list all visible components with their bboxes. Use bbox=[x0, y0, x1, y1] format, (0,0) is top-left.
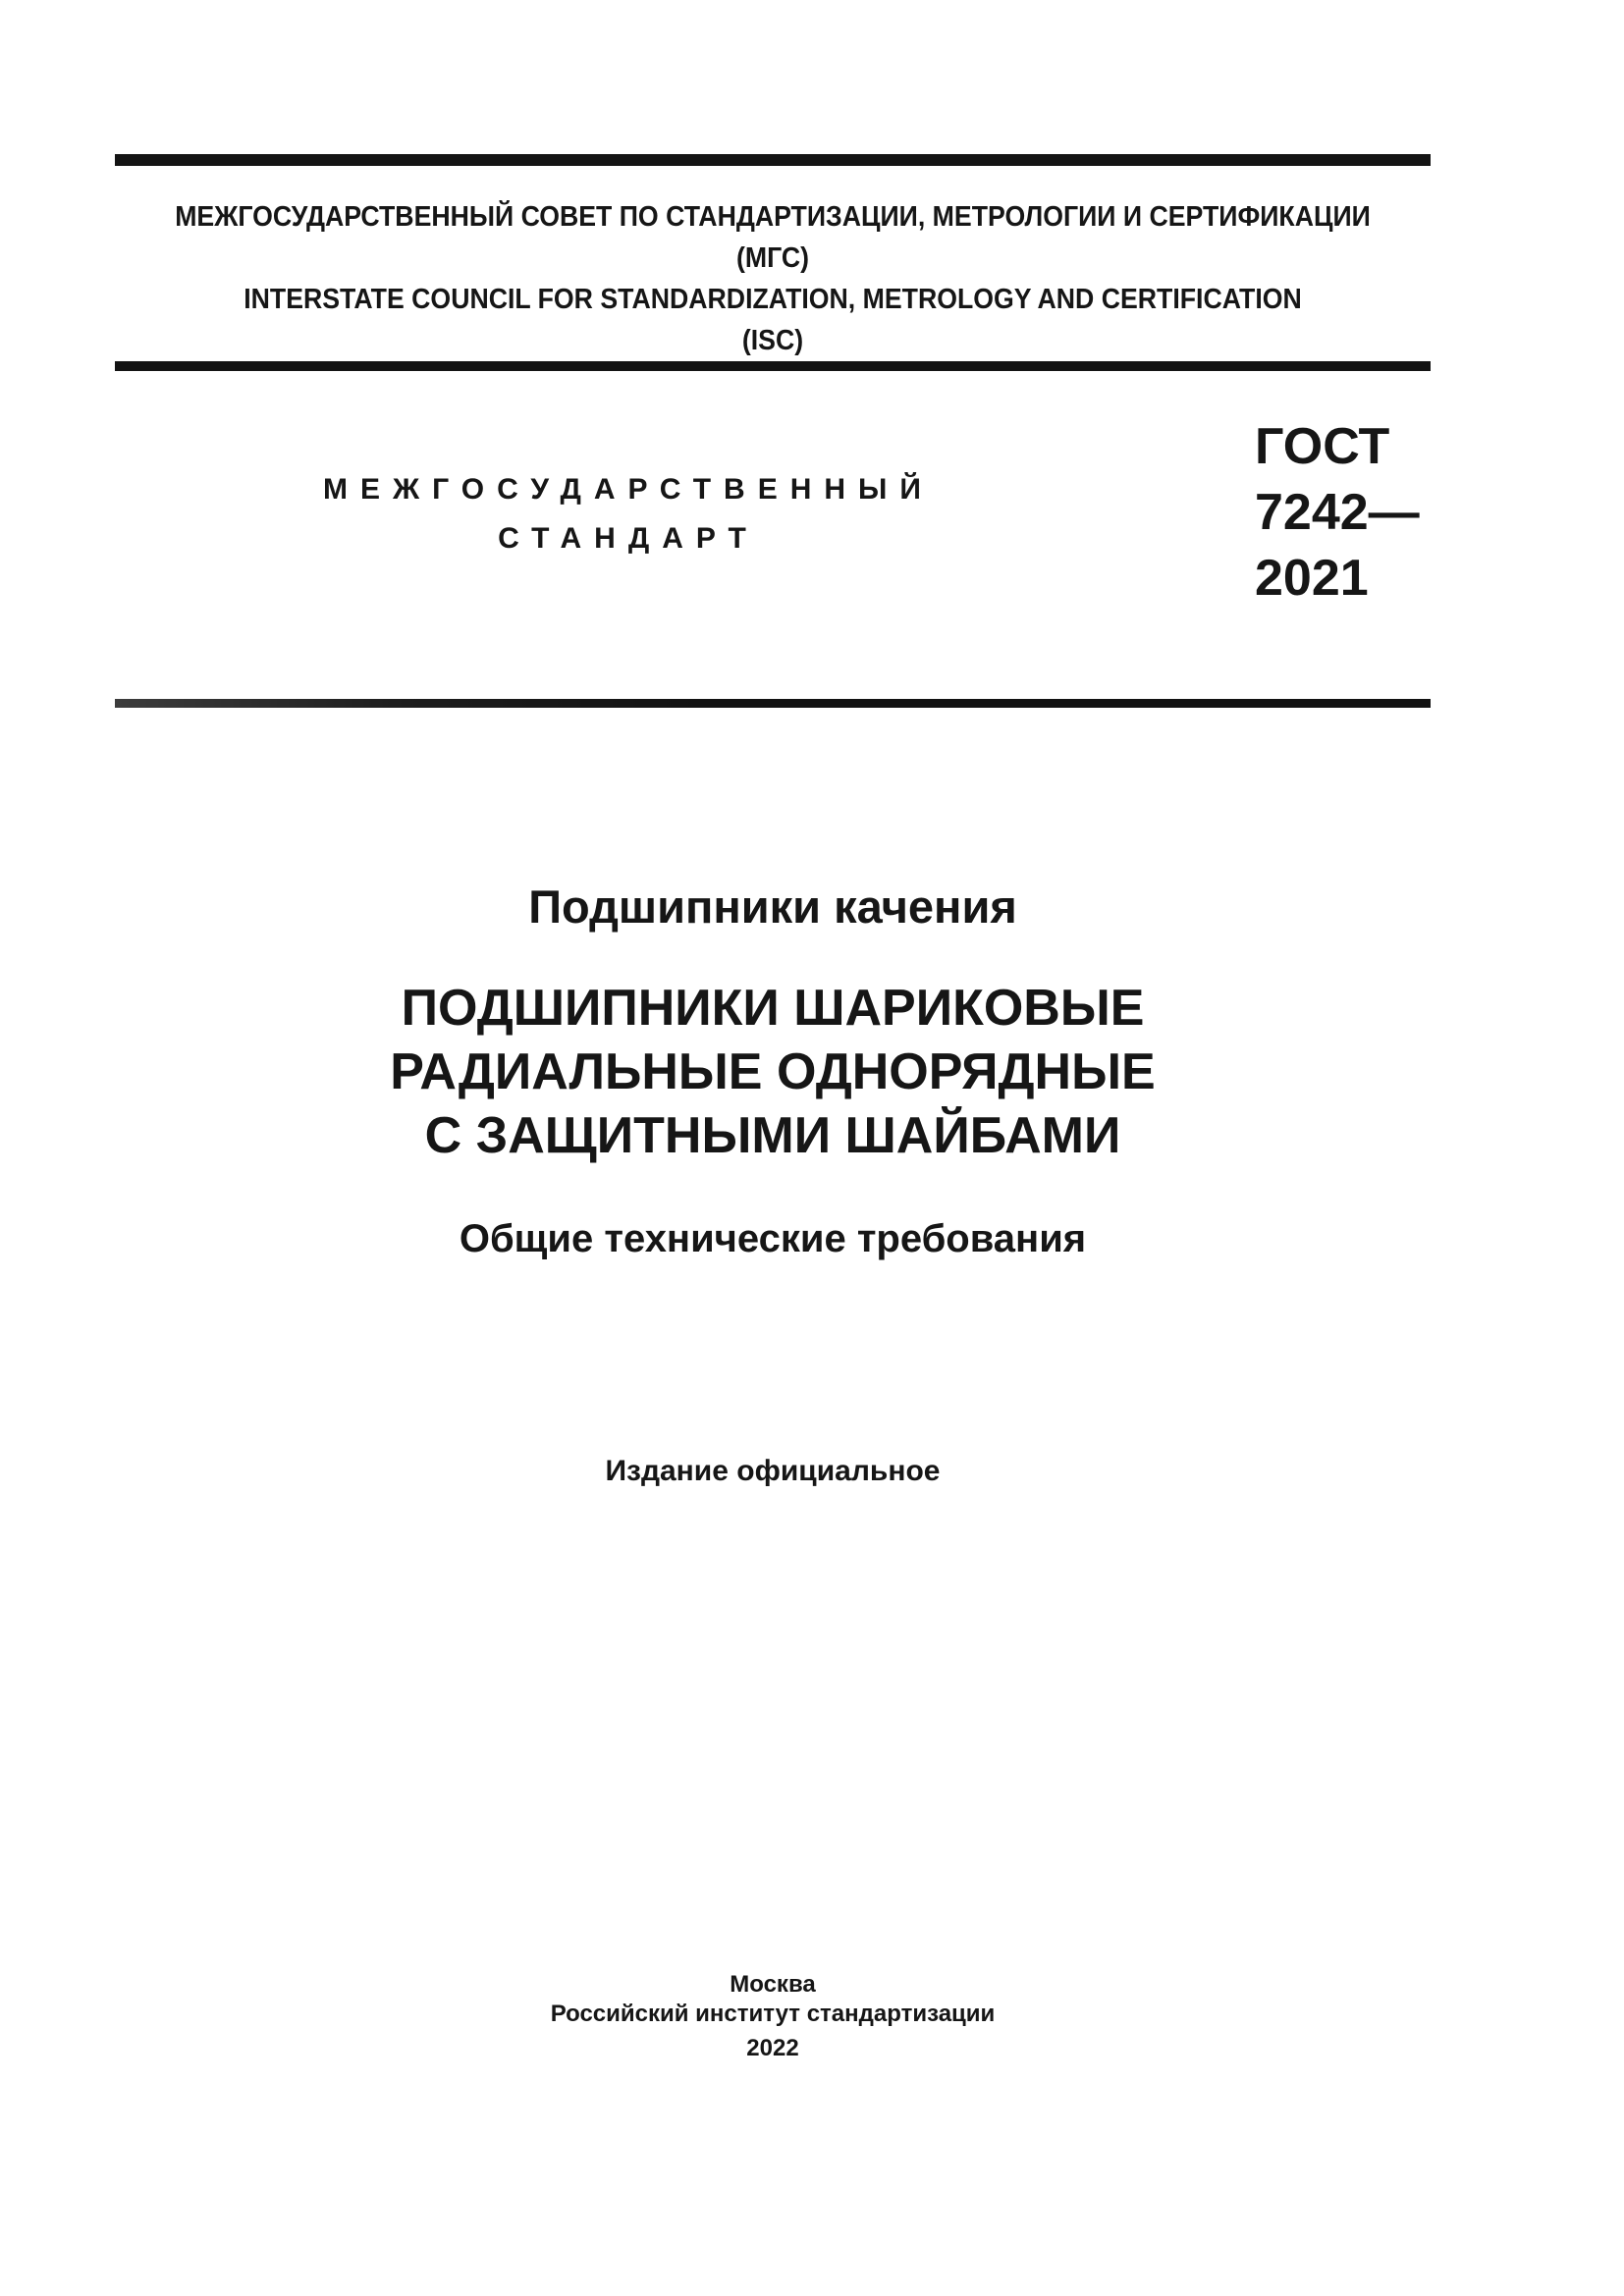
standard-type-line1: МЕЖГОСУДАРСТВЕННЫЙ bbox=[323, 473, 934, 506]
document-subtitle: Общие технические требования bbox=[459, 1217, 1087, 1260]
middle-rule-upper bbox=[115, 361, 1431, 371]
imprint-block bbox=[115, 1970, 1431, 2063]
subject-heading: Подшипники качения bbox=[528, 881, 1017, 933]
standard-type-label bbox=[115, 465, 1142, 563]
imprint-year: 2022 bbox=[746, 2035, 799, 2061]
standard-band bbox=[115, 371, 1431, 699]
top-rule bbox=[115, 154, 1431, 166]
imprint-publisher: Российский институт стандартизации bbox=[550, 2001, 996, 2027]
document-title-line3: С ЗАЩИТНЫМИ ШАЙБАМИ bbox=[424, 1107, 1121, 1164]
middle-rule-lower bbox=[115, 699, 1431, 708]
document-title-line1: ПОДШИПНИКИ ШАРИКОВЫЕ bbox=[401, 980, 1145, 1037]
standard-type-line2: СТАНДАРТ bbox=[498, 522, 759, 555]
org-header bbox=[168, 196, 1379, 361]
page-content bbox=[115, 0, 1431, 2296]
designation-line1: ГОСТ bbox=[1255, 418, 1390, 475]
designation-line3: 2021 bbox=[1255, 550, 1369, 607]
standard-designation bbox=[1255, 414, 1420, 612]
document-title-line2: РАДИАЛЬНЫЕ ОДНОРЯДНЫЕ bbox=[390, 1043, 1156, 1100]
org-header-abbr-en: (ISC) bbox=[741, 325, 804, 356]
imprint-city: Москва bbox=[730, 1971, 816, 1998]
edition-note: Издание официальное bbox=[605, 1455, 941, 1487]
org-header-abbr-ru: (МГС) bbox=[735, 242, 810, 274]
org-header-council-en: INTERSTATE COUNCIL FOR STANDARDIZATION, METROLOGY AND CERTIFICATION bbox=[244, 284, 1302, 315]
designation-line2: 7242— bbox=[1255, 484, 1420, 541]
org-header-council-ru: МЕЖГОСУДАРСТВЕННЫЙ СОВЕТ ПО СТАНДАРТИЗАЦИИ, МЕТРОЛОГИИ И СЕРТИФИКАЦИИ bbox=[175, 201, 1371, 233]
document-title bbox=[115, 977, 1431, 1168]
